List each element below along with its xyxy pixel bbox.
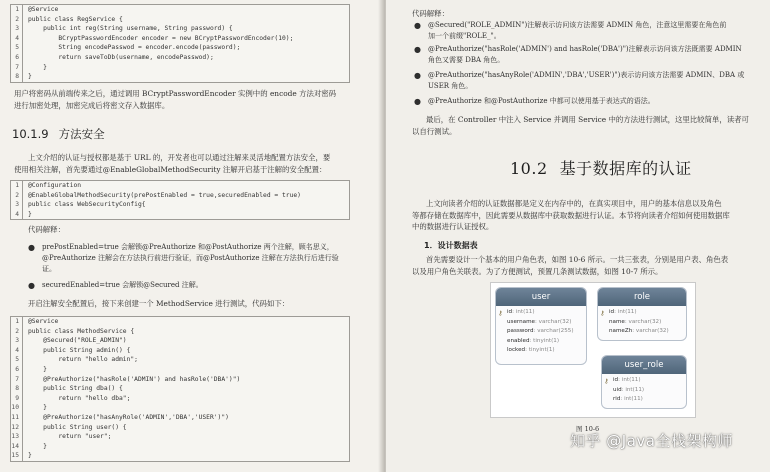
code-text: @Service (28, 6, 59, 13)
code-line (11, 15, 349, 25)
paragraph-method-security (14, 152, 370, 175)
key-icon: ⚷ (600, 309, 605, 317)
bullet-dot: ● (28, 243, 35, 252)
subheading-design-tables: 1．设计数据表 (424, 241, 478, 250)
field-name: enabled (507, 337, 530, 344)
code-line (11, 423, 349, 433)
line-number: 3 (11, 24, 23, 34)
text-line: 上文向读者介绍的认证数据都是定义在内存中的，在真实项目中，用户的基本信息以及角色 (426, 199, 722, 208)
line-number: 15 (11, 451, 23, 461)
line-number: 1 (11, 317, 23, 327)
line-number: 4 (11, 34, 23, 44)
field-type: : varchar(32) (632, 328, 669, 335)
field-type: : int(11) (512, 309, 535, 315)
code-line (11, 317, 349, 327)
code-line (11, 403, 349, 413)
field-name: password (507, 328, 534, 335)
code-text: public String user() { (28, 423, 127, 431)
code-line (11, 191, 349, 201)
code-line (11, 181, 349, 191)
code-text: @Service (28, 318, 59, 325)
watermark: 知乎 @Java全栈架构师 (570, 432, 733, 450)
table-field (496, 337, 586, 347)
text-line: 上文介绍的认证与授权都是基于 URL 的，开发者也可以通过注解来灵活地配置方法安全，要 (28, 153, 331, 162)
code-text: } (28, 210, 32, 218)
bullet-dot: ● (28, 281, 35, 290)
section-number: 10.1.9 (12, 127, 49, 141)
code-line (11, 72, 349, 82)
bullet-dot: ● (414, 45, 421, 54)
text-line: 最后，在 Controller 中注入 Service 并调用 Service 中的方法进行测试，这里比较简单，读者可 (426, 115, 749, 124)
text-line: 加一个前缀"ROLE_"。 (428, 32, 501, 41)
line-number: 8 (11, 72, 23, 82)
code-line (11, 5, 349, 15)
text-line: 用户将密码从前端传来之后，通过调用 BCryptPasswordEncoder 实例中的 encode 方法对密码 (14, 89, 337, 98)
code-line (11, 394, 349, 404)
paragraph-db-auth (412, 198, 766, 233)
code-line (11, 24, 349, 34)
code-line (11, 346, 349, 356)
table-field (496, 308, 586, 318)
paragraph-tables (412, 254, 766, 277)
code-text: @PreAuthorize("hasRole('ADMIN') and hasRole('DBA')") (28, 375, 241, 383)
text-line: 使用相关注解，首先要通过@EnableGlobalMethodSecurity 注解开启基于注解的安全配置： (14, 164, 327, 174)
table-name: user (496, 288, 586, 306)
table-field (496, 318, 586, 328)
text-line: 以及用户角色关联表。为了方便测试，预置几条测试数据，如图 10-7 所示。 (412, 266, 663, 276)
line-number: 2 (11, 15, 23, 25)
line-number: 6 (11, 53, 23, 63)
line-number: 5 (11, 43, 23, 53)
line-number: 1 (11, 5, 23, 15)
section-number: 10.2 (510, 159, 548, 178)
field-type: : int(11) (614, 309, 637, 315)
line-number: 4 (11, 346, 23, 356)
bullet-dot: ● (414, 21, 421, 30)
field-type: : int(11) (621, 386, 645, 393)
text-line: @PreAuthorize 和@PostAuthorize 中都可以使用基于表达式的语法。 (428, 97, 655, 105)
code-text: } (28, 365, 47, 373)
table-field (598, 308, 686, 318)
code-line (11, 336, 349, 346)
bullet-dot: ● (414, 97, 421, 106)
code-block-method-service (10, 316, 350, 462)
code-text: @EnableGlobalMethodSecurity(prePostEnabled = true,securedEnabled = true) (28, 191, 301, 199)
key-icon: ⚷ (604, 377, 609, 385)
line-number: 12 (11, 423, 23, 433)
section-heading (12, 126, 105, 142)
field-name: uid (613, 386, 622, 393)
field-type: : int(11) (620, 396, 643, 403)
figure-caption: 图 10-6 (576, 425, 600, 433)
field-name: locked (507, 347, 526, 354)
key-icon: ⚷ (498, 309, 503, 317)
code-text: return "hello admin"; (28, 356, 138, 364)
table-name: user_role (602, 356, 686, 374)
table-field (602, 395, 686, 405)
line-number: 4 (11, 210, 23, 220)
code-line (11, 53, 349, 63)
code-text: public String dba() { (28, 385, 123, 393)
left-page (0, 0, 384, 472)
text-line: prePostEnabled=true 会解锁@PreAuthorize 和@PostAuthorize 两个注解，顾名思义， (42, 243, 334, 251)
table-field (496, 327, 586, 337)
code-text: public String admin() { (28, 346, 131, 354)
code-text: public int reg(String username, String password) { (28, 25, 233, 33)
table-field (496, 346, 586, 356)
text-line: securedEnabled=true 会解锁@Secured 注解。 (42, 281, 203, 289)
text-line: 首先需要设计一个基本的用户角色表，如图 10-6 所示。一共三张表，分别是用户表、角色表 (426, 255, 729, 264)
text-line: 等都存储在数据库中，因此需要从数据库中获取数据进行认证。本节将向读者介绍如何使用数据库 (412, 210, 730, 220)
field-name: name (609, 318, 625, 325)
code-block-reg-service (10, 4, 350, 83)
code-line (11, 375, 349, 385)
code-line (11, 34, 349, 44)
code-line (11, 210, 349, 220)
code-text: public class RegService { (28, 15, 123, 23)
code-text: @Configuration (28, 182, 82, 189)
line-number: 1 (11, 181, 23, 191)
section-title: 基于数据库的认证 (559, 159, 692, 178)
table-field (598, 318, 686, 328)
text-line: 角色又需要 DBA 角色。 (428, 56, 505, 65)
code-line (11, 63, 349, 73)
code-text: return "hello dba"; (28, 394, 131, 402)
text-line: 中的数据进行认证授权。 (412, 222, 494, 231)
code-line (11, 413, 349, 423)
code-line (11, 384, 349, 394)
text-line: @PreAuthorize("hasAnyRole('ADMIN','DBA','USER')")表示访问该方法需要 ADMIN、DBA 或 (428, 71, 745, 79)
line-number: 2 (11, 327, 23, 337)
code-line (11, 327, 349, 337)
text-line: USER 角色。 (428, 82, 473, 91)
code-block-config (10, 180, 350, 220)
code-text: } (28, 73, 32, 81)
text-line: 证。 (42, 265, 56, 274)
field-type: : int(11) (618, 377, 641, 383)
table-user (495, 287, 587, 365)
table-name: role (598, 288, 686, 306)
field-type: : varchar(255) (533, 328, 574, 335)
line-number: 13 (11, 432, 23, 442)
code-text: BCryptPasswordEncoder encoder = new BCryptPasswordEncoder(10); (28, 34, 294, 42)
line-number: 3 (11, 336, 23, 346)
code-text: public class MethodService { (28, 327, 135, 335)
table-role (597, 287, 687, 341)
field-name: nameZh (609, 328, 633, 335)
field-type: : tinyint(1) (525, 347, 555, 354)
line-number: 2 (11, 191, 23, 201)
paragraph-encode (14, 88, 370, 111)
field-name: id (613, 377, 619, 383)
line-number: 10 (11, 403, 23, 413)
table-field (602, 376, 686, 386)
field-name: id (507, 309, 513, 315)
table-field (602, 386, 686, 396)
code-line (11, 432, 349, 442)
code-line (11, 451, 349, 461)
code-text: } (28, 442, 47, 450)
code-line (11, 43, 349, 53)
text-line: @PreAuthorize("hasRole('ADMIN') and hasRole('DBA')")注解表示访问该方法既需要 ADMIN (428, 45, 742, 53)
line-number: 7 (11, 63, 23, 73)
line-number: 5 (11, 355, 23, 365)
line-number: 11 (11, 413, 23, 423)
code-text: return "user"; (28, 433, 112, 441)
code-text: } (28, 452, 32, 460)
er-diagram (490, 282, 696, 418)
code-line (11, 200, 349, 210)
code-text: return saveToDb(username, encodePasswod); (28, 53, 214, 61)
field-type: : tinyint(1) (529, 337, 559, 344)
line-number: 14 (11, 442, 23, 452)
code-line (11, 442, 349, 452)
text-line: @Secured("ROLE_ADMIN")注解表示访问该方法需要 ADMIN 角色，注意这里需要在角色前 (428, 21, 727, 29)
table-user-role (601, 355, 687, 409)
field-name: id (609, 309, 615, 315)
code-text: @Secured("ROLE_ADMIN") (28, 337, 127, 345)
line-number: 8 (11, 384, 23, 394)
code-text: } (28, 63, 47, 71)
paragraph-controller (412, 114, 766, 137)
code-explain-label: 代码解释： (412, 9, 449, 18)
text-line: 进行加密处理，加密完成后将密文存入数据库。 (14, 100, 170, 110)
code-line (11, 365, 349, 375)
code-text: @PreAuthorize("hasAnyRole('ADMIN','DBA','USER')") (28, 413, 229, 421)
line-number: 3 (11, 200, 23, 210)
paragraph-create-service: 开启注解安全配置后，接下来创建一个 MethodService 进行测试，代码如下： (28, 299, 290, 308)
code-line (11, 355, 349, 365)
code-explain-label: 代码解释： (28, 225, 65, 234)
line-number: 6 (11, 365, 23, 375)
field-name: rid (613, 396, 621, 403)
line-number: 9 (11, 394, 23, 404)
bullet-dot: ● (414, 71, 421, 80)
section-title: 方法安全 (58, 127, 105, 141)
field-type: : varchar(32) (534, 318, 572, 325)
line-number: 7 (11, 375, 23, 385)
table-field (598, 327, 686, 337)
field-type: : varchar(32) (624, 318, 662, 325)
chapter-section-title (510, 156, 692, 179)
text-line: @PreAuthorize 注解会在方法执行前进行验证，而@PostAuthorize 注解在方法执行后进行验 (42, 254, 339, 263)
text-line: 以自行测试。 (412, 126, 457, 136)
field-name: username (507, 318, 535, 325)
code-text: String encodePasswod = encoder.encode(password); (28, 44, 241, 52)
code-text: public class WebSecurityConfig{ (28, 201, 146, 209)
code-text: } (28, 404, 47, 412)
